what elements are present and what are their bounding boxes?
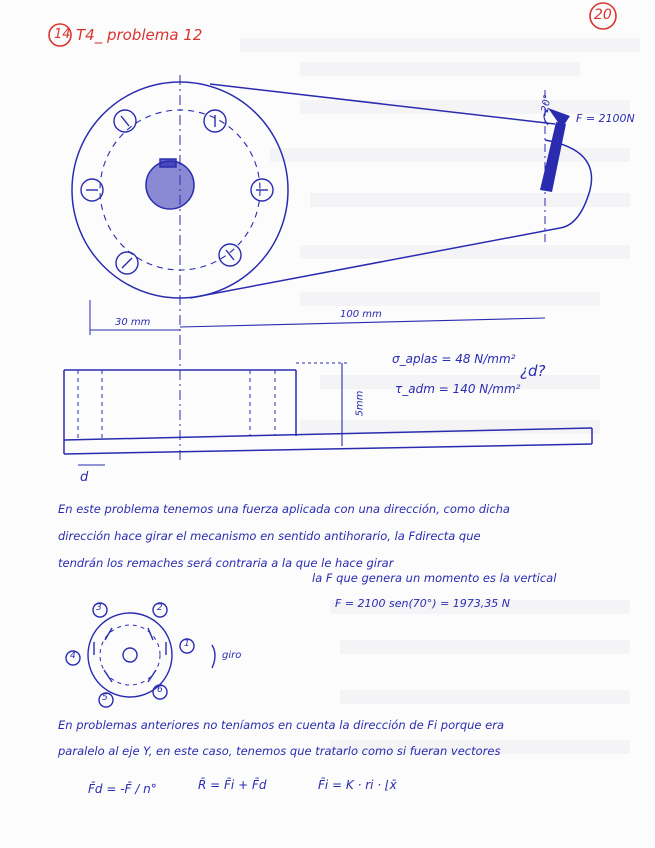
para1-line4: la F que genera un momento es la vertical [312,571,557,585]
page-title: T4_ problema 12 [76,26,203,44]
shaft-section [146,161,194,209]
rivet-label-6: 6 [157,685,163,695]
para2-line1: En problemas anteriores no teníamos en cuenta la dirección de Fi porque era [58,718,505,732]
d-label: d [80,470,89,485]
rivet-force-diagram [66,603,215,707]
side-view [64,350,592,465]
formula-r: R̄ = F̄i + F̄d [198,778,267,792]
rivet-label-1: 1 [184,639,190,649]
angle-label: 20° [539,93,554,114]
stress-allowable-2: τ_adm = 140 N/mm² [395,382,521,396]
rivet-label-4: 4 [70,651,76,661]
rivet-label-3: 3 [96,603,102,613]
force-label: F = 2100N [576,112,635,125]
formula-fy: F = 2100 sen(70°) = 1973,35 N [335,597,511,610]
para1-line2: dirección hace girar el mecanismo en sentido antihorario, la Fdirecta que [58,529,481,543]
arm-top-edge [210,84,555,124]
dim-right-label: 100 mm [340,309,382,320]
arm-bottom-edge [190,228,560,298]
para2-line2: paralelo al eje Y, en este caso, tenemos que tratarlo como si fueran vectores [58,744,501,758]
formula-fi: F̄i = K · ri · ⌊x̄ [318,778,397,792]
giro-label: giro [222,650,242,661]
rivet-label-2: 2 [157,603,163,613]
stress-allowable-1: σ_aplas = 48 N/mm² [392,352,516,366]
para1-line3: tendrán los remaches será contraria a la que le hace girar [58,556,394,570]
thickness-label: 5mm [354,390,366,417]
rivet-label-5: 5 [102,693,108,703]
formula-fd: F̄d = -F̄ / n° [88,782,157,796]
dim-left-label: 30 mm [115,317,151,328]
problem-number: 14 [54,27,71,42]
question-label: ¿d? [520,362,546,380]
page-number: 20 [594,7,612,23]
para1-line1: En este problema tenemos una fuerza aplicada con una dirección, como dicha [58,502,510,516]
